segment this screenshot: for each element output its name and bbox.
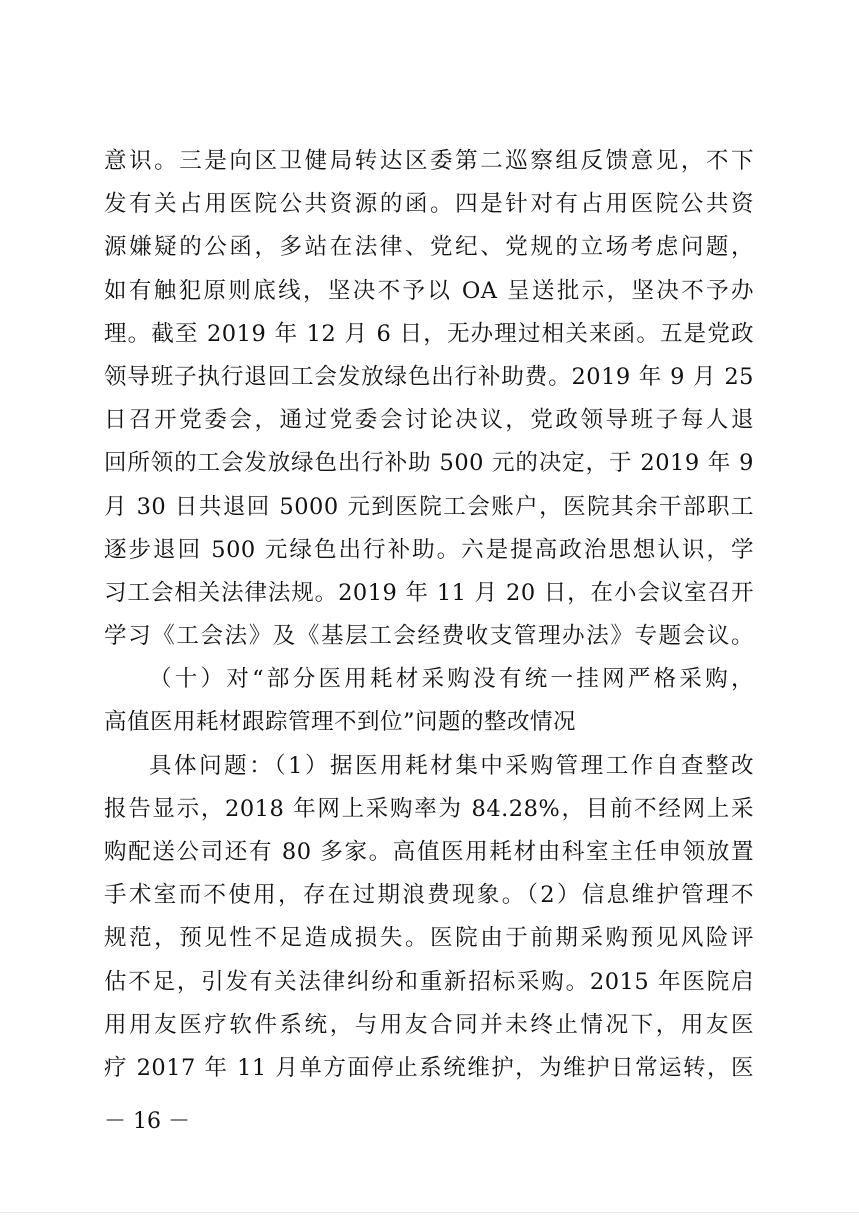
page-number: － 16 － bbox=[104, 1109, 190, 1134]
text-line: 领导班子执行退回工会发放绿色出行补助费。2019 年 9 月 25 bbox=[104, 363, 754, 390]
text-line: 购配送公司还有 80 多家。高值医用耗材由科室主任申领放置 bbox=[104, 839, 754, 865]
text-line: 发有关占用医院公共资源的函。四是针对有占用医院公共资 bbox=[104, 191, 754, 218]
text-line: 日召开党委会，通过党委会讨论决议，党政领导班子每人退 bbox=[104, 407, 754, 434]
text-line: 手术室而不使用，存在过期浪费现象。（2）信息维护管理不 bbox=[104, 882, 754, 909]
text-line: 疗 2017 年 11 月单方面停止系统维护，为维护日常运转，医 bbox=[104, 1054, 754, 1081]
text-line: 回所领的工会发放绿色出行补助 500 元的决定，于 2019 年 9 bbox=[104, 450, 754, 477]
paragraph-specific-issues bbox=[104, 745, 754, 1091]
text-line: 具体问题：（1）据医用耗材集中采购管理工作自查整改 bbox=[149, 752, 754, 779]
heading-line: 高值医用耗材跟踪管理不到位”问题的整改情况 bbox=[104, 709, 577, 736]
text-line: 规范，预见性不足造成损失。医院由于前期采购预见风险评 bbox=[104, 925, 754, 952]
section-heading bbox=[104, 658, 754, 744]
text-line: 月 30 日共退回 5000 元到医院工会账户，医院其余干部职工 bbox=[104, 493, 754, 520]
text-line: 报告显示，2018 年网上采购率为 84.28%，目前不经网上采 bbox=[104, 795, 754, 822]
heading-line: （十）对“部分医用耗材采购没有统一挂网严格采购， bbox=[149, 666, 754, 693]
body-text bbox=[104, 140, 754, 1090]
text-line: 习工会相关法律法规。2019 年 11 月 20 日，在小会议室召开 bbox=[104, 579, 754, 606]
text-line: 逐步退回 500 元绿色出行补助。六是提高政治思想认识，学 bbox=[104, 536, 754, 563]
paragraph-rectification-measures bbox=[104, 140, 754, 658]
text-line: 理。截至 2019 年 12 月 6 日，无办理过相关来函。五是党政 bbox=[104, 320, 754, 347]
text-line: 如有触犯原则底线，坚决不予以 OA 呈送批示，坚决不予办 bbox=[104, 277, 754, 304]
text-line: 用用友医疗软件系统，与用友合同并未终止情况下，用友医 bbox=[104, 1011, 754, 1038]
text-line: 意识。三是向区卫健局转达区委第二巡察组反馈意见，不下 bbox=[104, 148, 754, 174]
page-bottom-divider bbox=[0, 1212, 859, 1213]
text-line: 学习《工会法》及《基层工会经费收支管理办法》专题会议。 bbox=[104, 623, 754, 650]
text-line: 估不足，引发有关法律纠纷和重新招标采购。2015 年医院启 bbox=[104, 968, 754, 995]
text-line: 源嫌疑的公函，多站在法律、党纪、党规的立场考虑问题， bbox=[104, 234, 754, 261]
